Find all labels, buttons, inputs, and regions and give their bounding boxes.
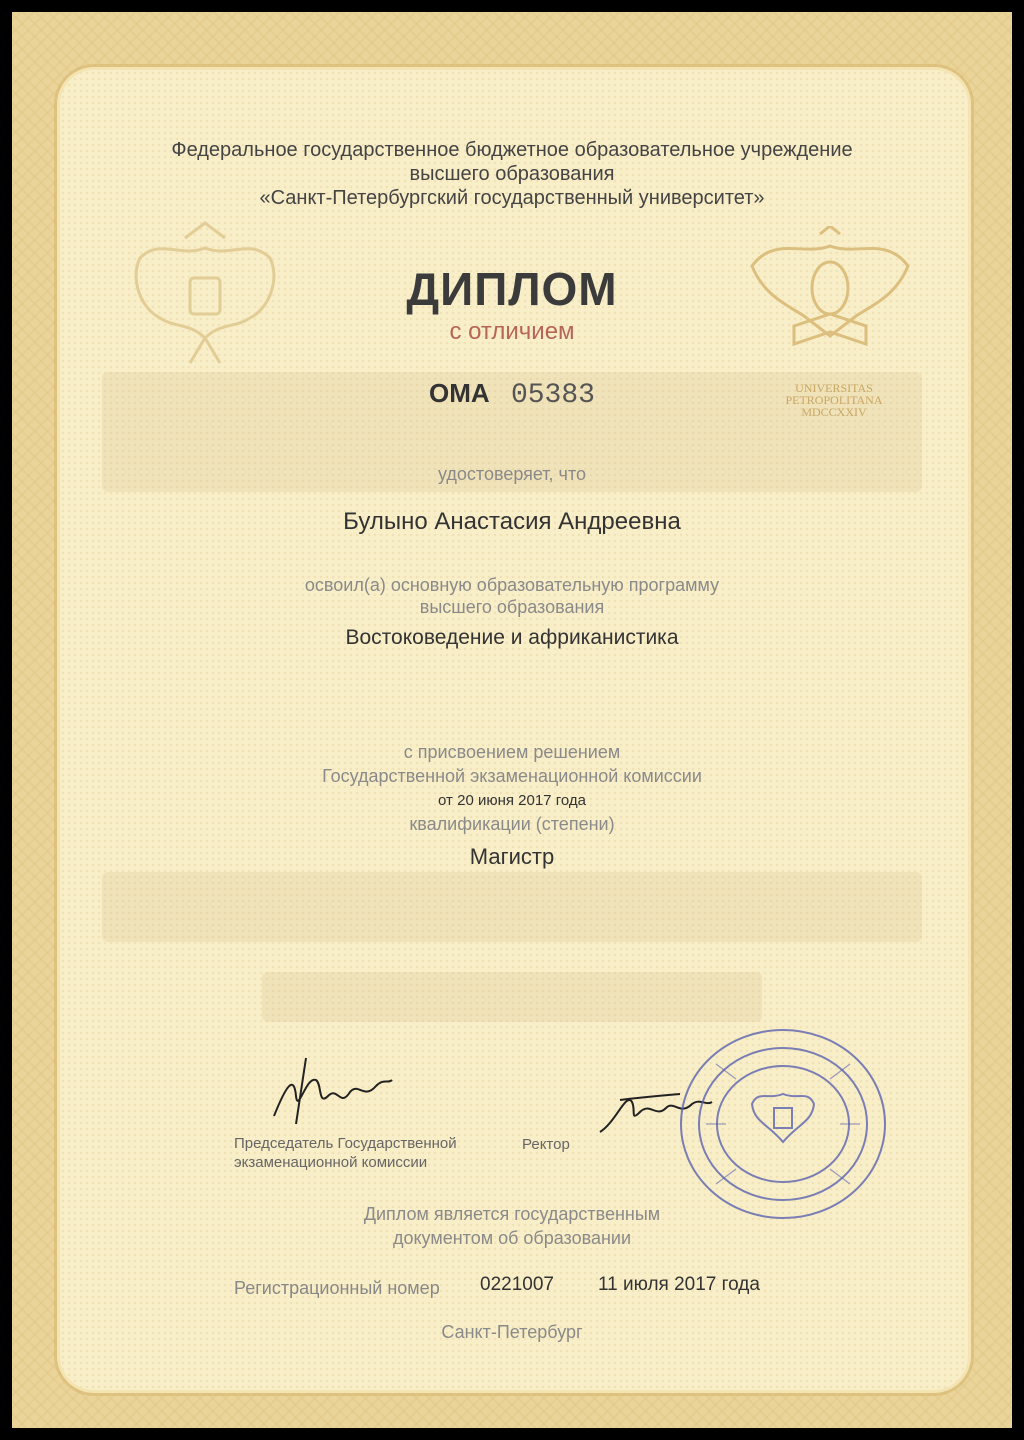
- certifies-text: удостоверяет, что: [438, 464, 586, 484]
- program-intro-line: освоил(а) основную образовательную программу: [304, 575, 720, 595]
- award-text: [0, 740, 1024, 788]
- diploma-subtitle: с отличием: [449, 318, 575, 345]
- state-document-note: [0, 1202, 1024, 1250]
- serial-number: 05383: [510, 380, 595, 411]
- registration-date: 11 июля 2017 года: [598, 1274, 760, 1295]
- institution-line: высшего образования: [409, 163, 615, 185]
- chair-signature-icon: [266, 1056, 396, 1128]
- state-document-line: Диплом является государственным: [363, 1204, 661, 1224]
- program-intro: [0, 574, 1024, 618]
- emblem-motto-line: PETROPOLITANA: [785, 393, 883, 407]
- city: Санкт-Петербург: [441, 1322, 583, 1342]
- official-stamp-icon: [676, 1024, 890, 1224]
- chair-label-line: Председатель Государственной: [234, 1135, 457, 1152]
- emblem-motto-line: UNIVERSITAS: [795, 381, 873, 395]
- award-line: Государственной экзаменационной комиссии: [322, 766, 702, 786]
- recipient-name: Булыно Анастасия Андреевна: [343, 508, 681, 535]
- state-document-line: документом об образовании: [392, 1228, 632, 1248]
- diploma-number: [0, 378, 1024, 411]
- watermark-band: [262, 972, 762, 1022]
- program-intro-line: высшего образования: [419, 597, 605, 617]
- rector-label: Ректор: [522, 1136, 570, 1153]
- diploma-title: ДИПЛОМ: [406, 263, 618, 315]
- series: ОМА: [429, 378, 490, 408]
- qualification: Магистр: [469, 844, 555, 869]
- program-name: Востоковедение и африканистика: [345, 626, 679, 649]
- watermark-band: [102, 872, 922, 942]
- award-line: квалификации (степени): [409, 814, 615, 834]
- award-line: с присвоением решением: [403, 742, 621, 762]
- emblem-motto-line: MDCCXXIV: [801, 405, 867, 419]
- chair-label-line: экзаменационной комиссии: [234, 1154, 428, 1171]
- award-date: от 20 июня 2017 года: [438, 792, 586, 809]
- institution-header: [0, 138, 1024, 210]
- chair-label: [234, 1134, 457, 1172]
- institution-line: Федеральное государственное бюджетное образовательное учреждение: [171, 139, 853, 161]
- registration-label: Регистрационный номер: [234, 1278, 440, 1298]
- registration-number: 0221007: [480, 1274, 554, 1295]
- institution-line: «Санкт-Петербургский государственный университет»: [259, 187, 765, 209]
